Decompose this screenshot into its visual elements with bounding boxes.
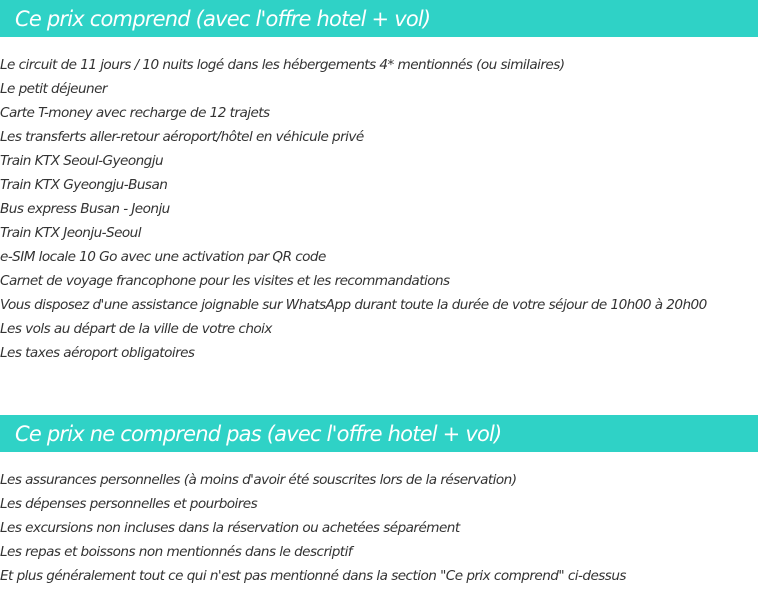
list-item: Les excursions non incluses dans la réservation ou achetées séparément — [0, 520, 460, 536]
list-item: Et plus généralement tout ce qui n'est pas mentionné dans la section "Ce prix comprend" ci-dessus — [0, 568, 626, 584]
list-item: Bus express Busan - Jeonju — [0, 201, 170, 217]
excluded-section-title: Ce prix ne comprend pas (avec l'offre hotel + vol) — [15, 421, 502, 446]
list-item: Les taxes aéroport obligatoires — [0, 345, 195, 361]
included-items-list — [0, 53, 707, 365]
list-item: Train KTX Seoul-Gyeongju — [0, 153, 164, 169]
list-item: Carte T-money avec recharge de 12 trajets — [0, 105, 270, 121]
list-item: e-SIM locale 10 Go avec une activation par QR code — [0, 249, 326, 265]
list-item: Train KTX Gyeongju-Busan — [0, 177, 168, 193]
excluded-items-list — [0, 468, 626, 588]
list-item: Les transferts aller-retour aéroport/hôtel en véhicule privé — [0, 129, 364, 145]
list-item: Les repas et boissons non mentionnés dans le descriptif — [0, 544, 353, 560]
list-item: Carnet de voyage francophone pour les visites et les recommandations — [0, 273, 450, 289]
list-item: Les dépenses personnelles et pourboires — [0, 496, 258, 512]
included-section-header — [0, 0, 758, 37]
excluded-section-header — [0, 415, 758, 452]
list-item: Les assurances personnelles (à moins d'avoir été souscrites lors de la réservation) — [0, 472, 517, 488]
list-item: Le petit déjeuner — [0, 81, 107, 97]
included-section-title: Ce prix comprend (avec l'offre hotel + vol) — [15, 6, 431, 31]
list-item: Les vols au départ de la ville de votre choix — [0, 321, 272, 337]
list-item: Vous disposez d'une assistance joignable sur WhatsApp durant toute la durée de votre séjour de 10h00 à 20h00 — [0, 297, 707, 313]
list-item: Le circuit de 11 jours / 10 nuits logé dans les hébergements 4* mentionnés (ou similaires) — [0, 57, 565, 73]
list-item: Train KTX Jeonju-Seoul — [0, 225, 141, 241]
